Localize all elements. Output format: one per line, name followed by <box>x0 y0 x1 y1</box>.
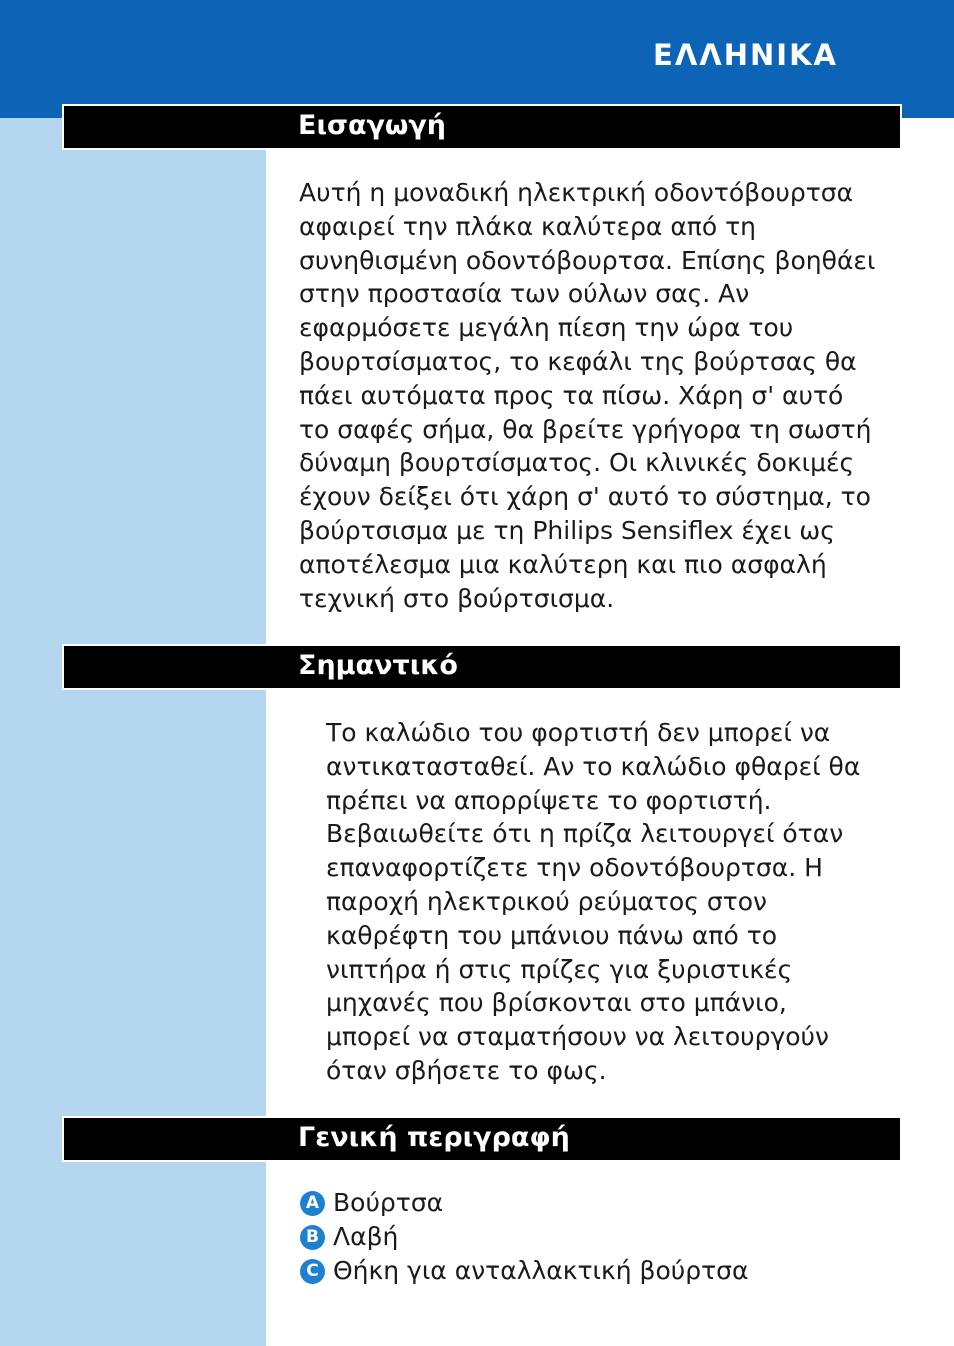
letter-a-badge-icon: A <box>300 1191 325 1216</box>
text-line: καθρέφτη του μπάνιου πάνω από το <box>326 920 778 950</box>
important-paragraph <box>326 716 860 1088</box>
list-item <box>300 1254 749 1288</box>
section-header-description <box>62 1116 902 1162</box>
text-line: πρέπει να απορρίψετε το φορτιστή. <box>326 785 772 815</box>
text-line: βουρτσίσματος, το κεφάλι της βούρτσας θα <box>299 346 857 376</box>
letter-c-badge-icon: C <box>300 1259 325 1284</box>
text-line: αφαιρεί την πλάκα καλύτερα από τη <box>299 211 756 241</box>
text-line: εφαρμόσετε μεγάλη πίεση την ώρα του <box>299 313 794 343</box>
text-line: Βεβαιωθείτε ότι η πρίζα λειτουργεί όταν <box>326 819 844 849</box>
text-line: νιπτήρα ή στις πρίζες για ξυριστικές <box>326 954 793 984</box>
text-line: τεχνική στο βούρτσισμα. <box>299 583 615 613</box>
section-header-intro <box>62 104 902 150</box>
text-line: έχουν δείξει ότι χάρη σ' αυτό το σύστημα, το <box>299 482 871 512</box>
text-line: Το καλώδιο του φορτιστή δεν μπορεί να <box>326 718 831 747</box>
intro-paragraph <box>299 176 875 615</box>
text-line: στην προστασία των ούλων σας. Αν <box>299 279 750 309</box>
text-line: πάει αυτόματα προς τα πίσω. Χάρη σ' αυτό <box>299 380 844 410</box>
part-label: Θήκη για ανταλλακτική βούρτσα <box>333 1256 749 1285</box>
text-line: αποτέλεσμα μια καλύτερη και πιο ασφαλή <box>299 549 827 579</box>
section-title-intro: Εισαγωγή <box>298 110 447 141</box>
letter-b-badge-icon: B <box>300 1225 325 1250</box>
text-line: όταν σβήσετε το φως. <box>326 1055 607 1085</box>
text-line: παροχή ηλεκτρικού ρεύματος στον <box>326 886 767 916</box>
language-label: ΕΛΛΗΝΙΚΑ <box>653 38 838 72</box>
text-line: μπορεί να σταματήσουν να λειτουργούν <box>326 1022 829 1052</box>
list-item <box>300 1186 749 1220</box>
text-line: επαναφορτίζετε την οδοντόβουρτσα. Η <box>326 853 823 883</box>
text-line: το σαφές σήμα, θα βρείτε γρήγορα τη σωστή <box>299 414 872 444</box>
section-header-important <box>62 644 902 690</box>
text-line: αντικατασταθεί. Αν το καλώδιο φθαρεί θα <box>326 751 861 781</box>
section-title-important: Σημαντικό <box>298 650 458 681</box>
text-line: μηχανές που βρίσκονται στο μπάνιο, <box>326 988 787 1018</box>
list-item <box>300 1220 749 1254</box>
part-label: Βούρτσα <box>333 1188 444 1217</box>
text-line: συνηθισμένη οδοντόβουρτσα. Επίσης βοηθάει <box>299 245 876 275</box>
text-line: βούρτσισμα με τη Philips Sensiflex έχει ως <box>299 515 835 545</box>
section-title-description: Γενική περιγραφή <box>298 1122 570 1153</box>
header-band <box>0 0 954 118</box>
text-line: δύναμη βουρτσίσματος. Οι κλινικές δοκιμές <box>299 448 855 478</box>
parts-list <box>300 1186 749 1288</box>
text-line: Αυτή η μοναδική ηλεκτρική οδοντόβουρτσα <box>299 178 854 207</box>
part-label: Λαβή <box>333 1222 399 1251</box>
